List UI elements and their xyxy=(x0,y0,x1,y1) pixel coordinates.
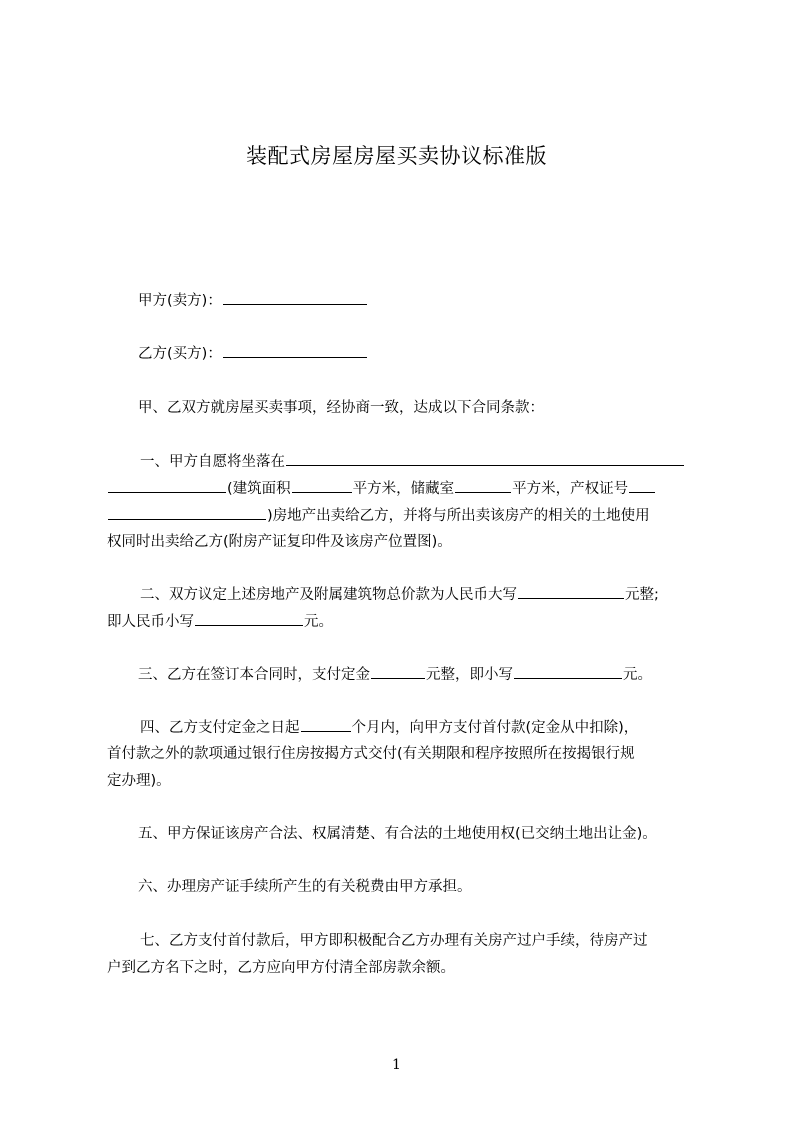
clause-2-text-c: 即人民币小写 xyxy=(107,614,194,630)
clause-1-line-1 xyxy=(140,451,685,472)
clause-3-text-c: 元。 xyxy=(623,667,652,683)
clause-2-lowercase-blank xyxy=(195,611,303,626)
party-a-label: 甲方(卖方)： xyxy=(138,293,222,309)
clause-2-line-2 xyxy=(107,611,333,632)
clause-4-months-blank xyxy=(301,717,351,732)
clause-1-cert-blank xyxy=(629,478,655,493)
clause-1-line-2 xyxy=(107,478,656,499)
clause-2-uppercase-blank xyxy=(518,584,624,599)
clause-1-location-blank xyxy=(286,451,684,466)
clause-2-text-d: 元。 xyxy=(304,614,333,630)
page-number: 1 xyxy=(392,1057,401,1073)
clause-3-line xyxy=(138,664,652,685)
clause-1-cert-blank-2 xyxy=(108,505,266,520)
clause-3-deposit-blank xyxy=(371,664,425,679)
clause-1-text-d: 平方米，产权证号 xyxy=(512,481,629,497)
party-b-line xyxy=(138,343,368,364)
clause-2-text-b: 元整; xyxy=(625,587,659,603)
clause-7-line-1: 七、乙方支付首付款后，甲方即积极配合乙方办理有关房产过户手续，待房产过 xyxy=(140,933,648,949)
clause-4-line-2: 首付款之外的款项通过银行住房按揭方式交付(有关期限和程序按照所在按揭银行规 xyxy=(107,746,635,762)
clause-5-line: 五、甲方保证该房产合法、权属清楚、有合法的土地使用权(已交纳土地出让金)。 xyxy=(138,826,657,842)
party-a-blank xyxy=(223,290,367,305)
document-title: 装配式房屋房屋买卖协议标准版 xyxy=(246,144,547,168)
clause-1-text-e: )房地产出卖给乙方，并将与所出卖该房产的相关的土地使用 xyxy=(267,508,650,524)
clause-1-storage-blank xyxy=(455,478,511,493)
clause-7-line-2: 户到乙方名下之时，乙方应向甲方付清全部房款余额。 xyxy=(107,960,455,976)
clause-1-area-blank xyxy=(292,478,352,493)
clause-1-text-c: 平方米，储藏室 xyxy=(352,481,455,497)
clause-4-line-1 xyxy=(140,717,638,738)
clause-3-text-b: 元整，即小写 xyxy=(426,667,513,683)
clause-1-line-3 xyxy=(107,505,650,526)
clause-4-text-b: 个月内，向甲方支付首付款(定金从中扣除)， xyxy=(351,720,639,736)
clause-1-location-blank-2 xyxy=(108,478,226,493)
clause-6-line: 六、办理房产证手续所产生的有关税费由甲方承担。 xyxy=(138,879,472,895)
clause-1-text-b: (建筑面积 xyxy=(227,481,291,497)
clause-4-line-3: 定办理)。 xyxy=(107,773,171,789)
clause-1-line-4: 权同时出卖给乙方(附房产证复印件及该房产位置图)。 xyxy=(107,534,452,550)
party-a-line xyxy=(138,290,368,311)
party-b-blank xyxy=(223,343,367,358)
clause-3-lowercase-blank xyxy=(514,664,622,679)
clause-2-text-a: 二、双方议定上述房地产及附属建筑物总价款为人民币大写 xyxy=(140,587,517,603)
clause-1-text-a: 一、甲方自愿将坐落在 xyxy=(140,454,285,470)
clause-2-line-1 xyxy=(140,584,659,605)
clause-3-text-a: 三、乙方在签订本合同时，支付定金 xyxy=(138,667,370,683)
party-b-label: 乙方(买方)： xyxy=(138,346,222,362)
clause-4-text-a: 四、乙方支付定金之日起 xyxy=(140,720,300,736)
intro-paragraph: 甲、乙双方就房屋买卖事项，经协商一致，达成以下合同条款： xyxy=(138,400,544,416)
